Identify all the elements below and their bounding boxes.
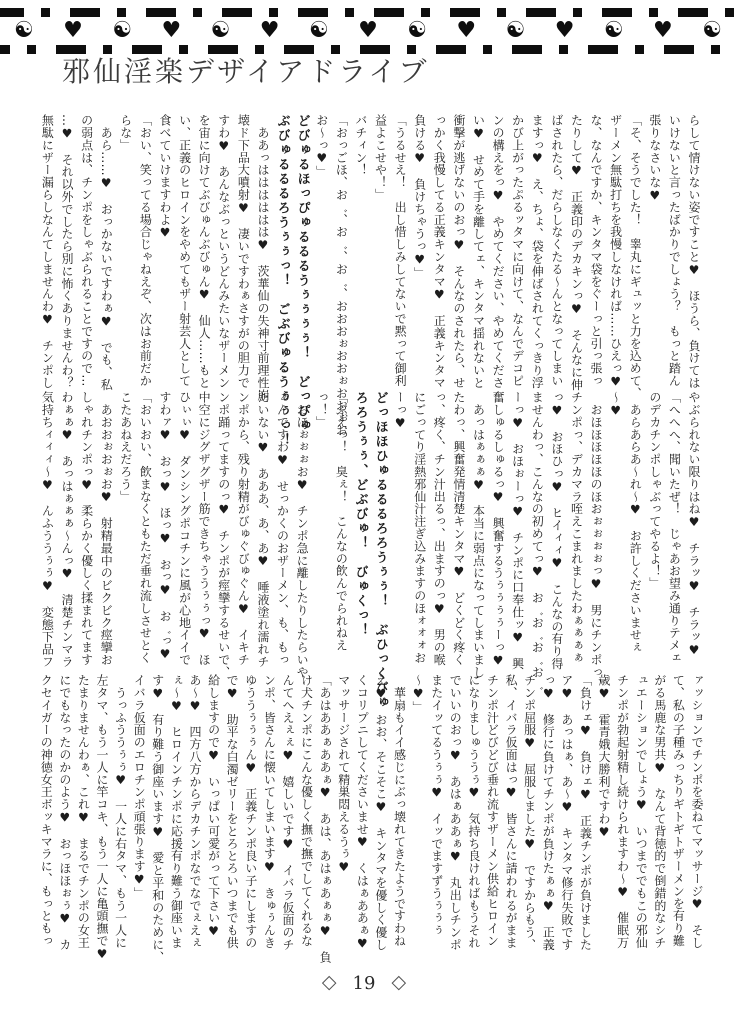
text-line: イバラ仮面のエロチンポ頑張ります♥」	[132, 674, 147, 900]
text-line: バチィン！	[353, 114, 368, 176]
page-title: 邪仙淫楽デザイアドライブ	[62, 55, 430, 88]
text-line: 食べていけますわよ♥	[157, 114, 172, 240]
heart-icon: ♥	[63, 18, 83, 43]
text-line: お〜っ♥」	[314, 114, 329, 178]
text-line: ばされたら、だらしなくたる〜んとなってしまい	[549, 114, 564, 387]
yin-yang-icon: ☯	[308, 18, 329, 43]
text-line: い、正義のヒロインをやめてもザー射芸人として	[177, 114, 192, 387]
text-line: 歳♥ 霍青娥大勝利ですわ♥	[597, 674, 612, 840]
text-line: ませんわっ、こんなの初めてっ♥ お゛お゛お゛お゛	[530, 391, 545, 691]
text-line: 奮しゅるしゅるっ♥ 興奮するうぅぅぅぅーっ♥	[491, 391, 506, 668]
heart-icon: ♥	[161, 18, 182, 43]
text-line: やぶられない限りはね♥ チラッ♥ チラッ♥	[687, 391, 701, 658]
text-line: たわっ、興奮発情清楚キンタマ♥ どくどく疼く	[451, 391, 466, 666]
text-line: の弱点は、チンポをしゃぶられることですので…	[79, 114, 94, 387]
sfx-text-line: ぶびゅるるるろうぅぅっ！ ごぶびゅるうぅぅっ！	[274, 113, 290, 448]
diamond-icon: ◇	[391, 971, 407, 993]
text-line: 華扇もイイ感じにぶっ壊れてきたようですわね	[392, 674, 407, 947]
diamond-icon: ◇	[321, 971, 337, 993]
text-line: ぇ〜♥ ヒロインチンポに応援有り難う御座いま	[169, 674, 184, 949]
text-line: すわ♥ あんなぶっというどんみたいなザーメン	[216, 114, 231, 389]
top-decorative-border	[0, 8, 736, 54]
text-line: 益よこせや！」	[373, 114, 388, 201]
text-line: わぁぁ♥ あっはぁぁぁ〜んっ♥ 清楚チンマラ	[60, 391, 74, 668]
text-line: くコリプニしてくださいませ♥ くはぁああぁ♥	[355, 674, 370, 951]
text-line: しゃれチンポっ♥ 柔らかく優しく揉まれてます	[79, 391, 94, 666]
text-line: ンポ、皆さんに懐いてしまいます♥ きゅぅんき	[262, 674, 277, 949]
yin-yang-icon: ☯	[407, 18, 427, 43]
text-block-3	[37, 674, 706, 964]
text-line: おほぉぉぉお♥ チンポ急に離したりしたらいや	[295, 391, 310, 679]
text-line: マッサージされて精巣悶えるうぅ♥	[336, 674, 351, 875]
text-line: っ♥ 修行に負けてチンポが負けたぁぁ♥ 正義	[541, 674, 556, 951]
text-line: て、私の子種みっちりギトギトザーメンを有り難	[671, 674, 686, 947]
text-line: らして情けない姿ですこと♥ ほうら、負けては	[687, 114, 701, 389]
text-line: っかく我慢してる正義キンタマ♥ 正義キンタマ	[432, 114, 447, 389]
text-line: 負ける♥ 負けちゃうっ♥」	[412, 114, 427, 280]
text-line: またイッてるうぅぅ♥ イッでますずうぅぅぅ	[429, 674, 444, 937]
page-number: 19	[352, 973, 376, 994]
text-line: 〜♥」	[411, 674, 426, 714]
sfx-text-line: ろろうぅぅ、どぶびゅ！ びゅくっ！	[352, 390, 368, 638]
text-line: 〜♥	[608, 391, 623, 418]
text-line: になりましゅううぅ♥ 気持ち良ければもうそれ	[466, 674, 481, 949]
text-line: チンポ屈服♥ 屈服しました♥ ですからもう、	[522, 674, 537, 951]
text-line: 衝撃が逃げないのおっ♥ そんなのされたら、せ	[451, 114, 466, 389]
yin-yang-icon: ☯	[603, 18, 624, 43]
text-line: がる馬鹿な男共♥ なんて背徳的で倒錯的なシチ	[652, 674, 667, 949]
text-line: チンポっ、デカマラ咥えこまれましたわぁぁぁぁ	[569, 391, 584, 664]
text-line: たりして♥ 正義印のデカキンっ♥ そんなに伸	[569, 114, 584, 391]
text-line: ああっはははははは♥ 茨華仙の失神寸前理性崩	[255, 114, 270, 402]
text-line: のデカチンポしゃぶってやるよ！」	[647, 391, 662, 590]
text-line: 「あはああぁああぁ♥ あは、あはぁあぁぁ♥ 負	[318, 674, 333, 964]
text-line: 「へへへ、聞いたぜ！ じゃあお望み通りテメェ	[667, 391, 682, 664]
text-line: 給しますので♥ いっぱい可愛がって下さい♥	[206, 674, 221, 939]
text-line: ンポから、残り射精がびゅぐびゅぐん♥ イキチ	[236, 391, 251, 666]
text-line: ーっ♥ おほぉーっ♥ チンポに口奉仕ッ♥ 興	[510, 391, 525, 670]
text-line: な、なんですか、キンタマ袋をぐーっと引っ張っ	[589, 114, 604, 387]
border-symbol-row	[14, 15, 722, 47]
sfx-text-line: どびゅるほっぴゅるるるうぅぅぅぅ！ どっぴゅ	[294, 113, 310, 434]
text-line: 「おっごほ、お゛、お゛、お゛、おおおぉおおぉおおぉお	[334, 114, 349, 437]
text-line: あおおぉおぉお♥ 射精最中のビクビク痙攣お	[99, 391, 114, 666]
text-line: いけないと言ったばかりでしょう？ もっと踏ん	[667, 114, 682, 387]
text-line: っ！」	[314, 391, 329, 429]
text-line: クセイガーの神徳女王ボッキマラに、もっともっ	[39, 674, 54, 947]
sfx-text-line: どっほほひゅるるるろろうぅぅ！ ぶひっくびゅ	[372, 390, 388, 711]
text-line: たいない♥ あああ、あ、あ♥ 唾液塗れ濡れチ	[255, 391, 270, 668]
heart-icon: ♥	[554, 18, 575, 43]
text-line: っ、疼く、チン汁出るっ、出ますのっ♥ 男の喉	[432, 391, 447, 666]
text-line: ゆううぅぅぅん♥ 正義チンポ良い子にしますの	[243, 674, 258, 949]
text-line: ザーメン無駄打ちを我慢しなければ……ひえっ♥	[608, 114, 623, 389]
text-line: あら……♥ おっかないですわぁ♥ でも、私	[99, 114, 114, 391]
heart-icon: ♥	[259, 18, 280, 43]
text-line: ますっ♥ え、ちょ、袋を伸ばされてくっきり浮	[530, 114, 545, 389]
text-line: ひぃぃ♥ ダンシングポコチンに風が心地イイで	[177, 391, 192, 666]
text-line: ーっ♥	[393, 391, 408, 431]
text-line: す♥ 有り難う御座います♥ 愛と平和のために、	[150, 674, 165, 964]
text-line: を宙に向けてぶびゅんぶびゅん♥ 仙人……もと	[197, 114, 212, 389]
text-line: ンポ踊ってますのっ♥ チンポが痙攣するせいで、	[216, 391, 231, 679]
text-line: あ〜♥ 四方八方からデカチンポなでなでぇえぇ	[187, 674, 202, 949]
yin-yang-icon: ☯	[505, 18, 526, 43]
text-line: 張りなさいな♥	[647, 114, 662, 203]
text-line: らな」	[118, 114, 133, 152]
heart-icon: ♥	[653, 18, 673, 43]
text-line: 「負けェ♥ 負けェ♥ 正義チンポが負けました	[578, 674, 593, 951]
text-line: かび上がったぷるッタマに向けて、なんでデコピ	[510, 114, 525, 387]
yin-yang-icon: ☯	[14, 18, 34, 43]
text-line: あらあらあ〜れ〜♥ お許しくださいませぇ	[628, 391, 643, 654]
text-line: っ♥ おほひっ♥ ヒイィィ♥ こんなの有り得	[549, 391, 564, 670]
text-line: 壊ド下品大噴射♥ 凄いですわぁさすがの胆力で	[236, 114, 251, 389]
text-line: 中空にジグザグザー筋できちゃううぅぅっ♥ ほ	[197, 391, 212, 666]
page-footer	[0, 972, 728, 994]
text-line: あっはぁぁぁ♥ 本当に弱点になってしまいまし	[471, 391, 486, 679]
text-line: でいいのおっ♥ あはぁああぁ♥ 丸出しチンポ	[448, 674, 463, 951]
text-line: ア♥ あっはぁ、あ〜♥ キンタマ修行失敗です	[559, 674, 574, 951]
text-line: にでもなったのかのよう♥ おっほほぉぅ♥ カ	[57, 674, 72, 951]
text-line: こたあねえだろう」	[118, 391, 133, 503]
text-line: チンポが勃起射精し続けられますわ〜♥ 催眠万	[615, 674, 630, 949]
text-line: 私、イバラ仮面はっ♥ 皆さんに請われるがまま	[504, 674, 519, 949]
text-line: 「うるせえ！ 出し惜しみしてないで黙って御利	[393, 114, 408, 387]
text-line: 「おいおい、飲まなくともただ垂れ流しさせとく	[138, 391, 153, 664]
text-line: 「そ、そうでした！ 睾丸にギュッと力を込めて、	[628, 114, 643, 400]
text-line: ンの構えをっ♥ やめてください、やめてくださ	[491, 114, 506, 389]
heart-icon: ♥	[456, 18, 477, 43]
text-line: にごってり淫熱邪仙汁注ぎ込みますのほォォォお	[412, 391, 427, 664]
yin-yang-icon: ☯	[112, 18, 133, 43]
text-line: うっふううぅぅ♥ 一人に右タマ、もう一人に	[113, 674, 128, 949]
text-line: …♥ それ以外でしたら別に怖くありませんわ？	[60, 114, 74, 389]
text-line: 左タマ、もう一人に竿コキ、もう一人に亀頭撫で♥	[95, 674, 109, 962]
text-line: んてへえぇぇ♥ 嬉しいです♥ イバラ仮面のチ	[280, 674, 295, 951]
text-line: え♥ おお、そこそこ♥ キンタマを優しく優し	[373, 674, 388, 951]
text-line: チンポ汁どびどび垂れ流すザーメン供給ヒロイン	[485, 674, 500, 947]
text-block-2	[37, 390, 703, 711]
text-line: 「おい、笑ってる場合じゃねえぞ、次はお前だか	[138, 114, 153, 387]
yin-yang-icon: ☯	[210, 18, 231, 43]
text-line: たまりませんわぁ、これ♥ まるでチンポの女王	[76, 674, 91, 949]
text-line: 気持ちィィィ〜♥ んふううぅぅ♥ 変態下品フ	[40, 391, 55, 668]
text-line: おほほほほほのほおぉぉぉぉっ♥ 男にチンポっ、	[589, 391, 604, 691]
text-line: ぁんですわ♥ せっかくのおザーメン、も、もっ	[275, 391, 290, 666]
yin-yang-icon: ☯	[702, 18, 722, 43]
text-line: ュエーションでしょう♥ いつまででもこの邪仙	[634, 674, 649, 949]
heart-icon: ♥	[358, 18, 378, 43]
text-line: で♥ 助平な白濁ゼリーをとろとろいつまでも供	[225, 674, 240, 949]
text-line: 無駄にザー漏らしなんてしませんわ♥ チンポし	[40, 114, 55, 389]
text-line: すわァ♥ おっ♥ ほっ♥ おっ♥ お゛っ♥	[157, 391, 172, 662]
text-line: い♥ せめて手を離してェ、キンタマ揺れないと	[471, 114, 486, 389]
text-line: ァッションでチンポを委ねてマッサージ♥ そし	[690, 674, 704, 949]
text-line: 「ぶえっ！ 臭ぇ！ こんなの飲んでられねえ	[334, 391, 349, 652]
text-line: け犬チンポにこんな優しく撫で撫でしてくれるな	[299, 674, 314, 947]
